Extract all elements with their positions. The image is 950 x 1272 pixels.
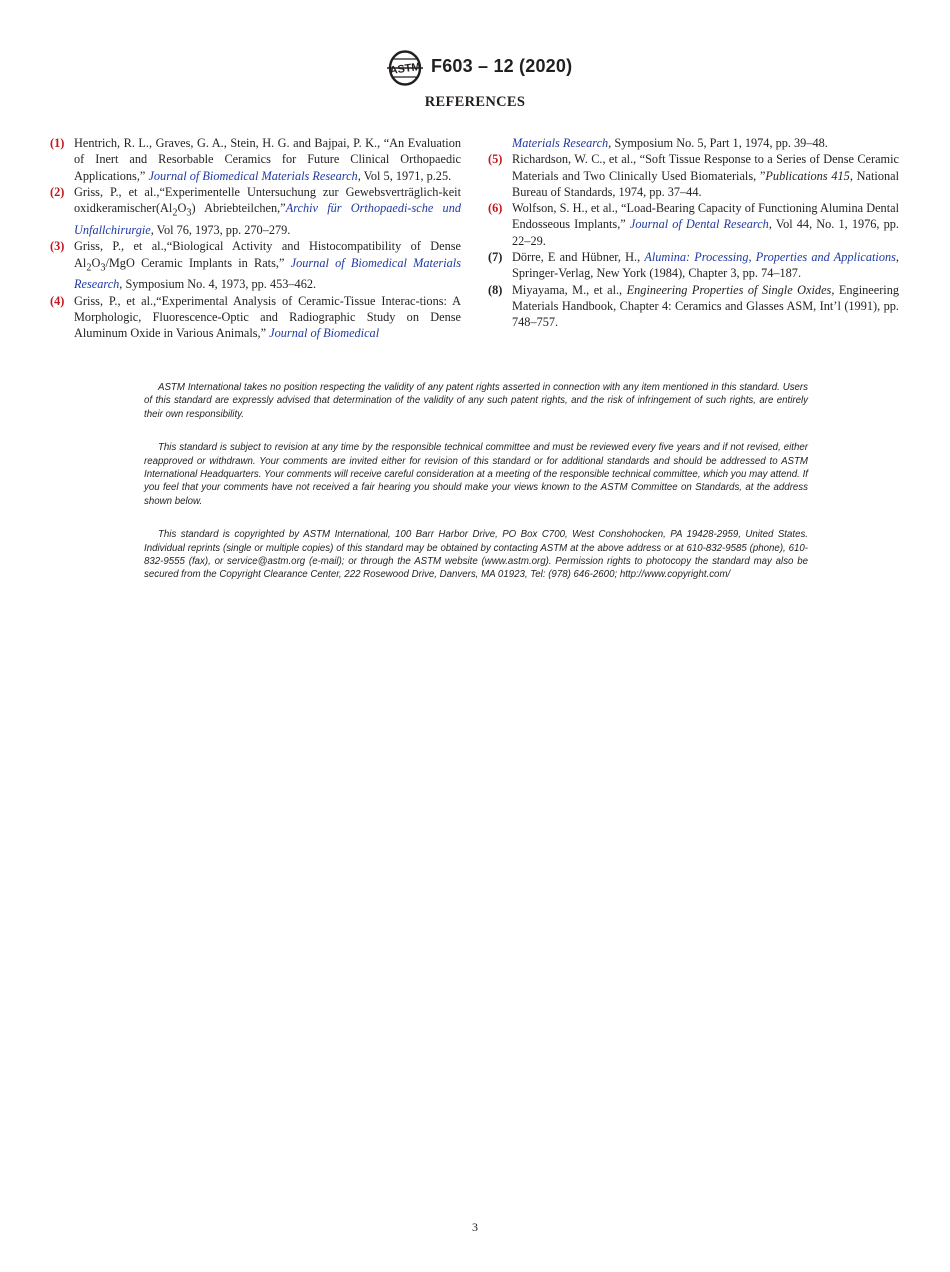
reference-text: , Symposium No. 5, Part 1, 1974, pp. 39–48.: [608, 136, 828, 150]
references-heading: REFERENCES: [424, 94, 526, 110]
publication-title: Publications 415: [765, 168, 850, 183]
reference-text: Hentrich, R. L., Graves, G. A., Stein, H. G. and Bajpai, P. K., “An Evaluation of Inert and Resorbable Ceramics for Future Clinical Orthopaedic Applications,”: [74, 136, 461, 183]
reference-item: [488, 282, 899, 331]
reference-text: , Engineering Materials Handbook, Chapter 4: Ceramics and Glasses ASM, Int’l (1991), pp. 748–757.: [512, 282, 899, 330]
journal-link[interactable]: Journal of Dental Research: [629, 217, 769, 232]
reference-item: [50, 184, 461, 238]
reference-number[interactable]: (2): [50, 184, 65, 199]
copyright-notice: This standard is copyrighted by ASTM International, 100 Barr Harbor Drive, PO Box C700, West Conshohocken, PA 19428-2959, United States. Individual reprints (single or multiple copies) of this standard may be obtained by contacting ASTM at the above address or at 610-832-9585 (phone), 610-832-9555 (fax), or service@astm.org (e-mail); or through the ASTM website (www.astm.org). Permission rights to photocopy the standard may also be secured from the Copyright Clearance Center, 222 Rosewood Drive, Danvers, MA 01923, Tel: (978) 646-2600; http://www.copyright.com/: [144, 529, 808, 581]
reference-number[interactable]: (6): [488, 201, 503, 216]
references-right-column: [488, 135, 899, 331]
reference-text: Griss, P., et al.,“Experimentelle Untersuchung zur Gewebsverträglich-keit oxidkeramischer(Al: [74, 184, 461, 216]
references-left-column: [50, 135, 461, 341]
reference-item: [50, 238, 461, 292]
reference-text: Dörre, E and Hübner, H.,: [512, 250, 645, 265]
journal-link[interactable]: Alumina: Processing, Properties and Applications: [644, 250, 896, 265]
reference-text: , Vol 5, 1971, p.25.: [357, 168, 452, 183]
reference-text: , Symposium No. 4, 1973, pp. 453–462.: [119, 277, 317, 292]
reference-number: (7): [488, 250, 503, 265]
reference-number[interactable]: (3): [50, 239, 65, 254]
publication-title: Engineering Properties of Single Oxides: [626, 282, 832, 297]
subscript: 3: [186, 207, 192, 219]
svg-text:ASTM: ASTM: [388, 60, 422, 78]
reference-text: Wolfson, S. H., et al., “Load-Bearing Capacity of Functioning Alumina Dental Endosseous Implants,”: [512, 201, 899, 232]
reference-continuation: [488, 135, 899, 151]
reference-number[interactable]: (5): [488, 152, 503, 167]
reference-item: [488, 200, 899, 249]
reference-text: , National Bureau of Standards, 1974, pp. 37–44.: [512, 168, 900, 199]
subscript: 2: [86, 261, 92, 273]
reference-text: Griss, P., et al.,“Experimental Analysis of Ceramic-Tissue Interac-tions: A Morphologic, Fluorescence-Optic and Radiographic Study on Dense Aluminum Oxide in Various Animals,”: [74, 293, 461, 341]
journal-link[interactable]: Archiv für Orthopaedi-sche und Unfallchirurgie: [74, 201, 461, 237]
standard-designation: F603 – 12 (2020): [431, 56, 573, 76]
reference-text: Miyayama, M., et al.,: [512, 282, 627, 297]
reference-text: O: [91, 255, 101, 270]
reference-number: (8): [488, 282, 503, 297]
reference-item: [50, 293, 461, 342]
reference-text: Griss, P., et al.,“Biological Activity and Histocompatibility of Dense Al: [74, 239, 461, 270]
journal-link[interactable]: Journal of Biomedical Materials Research: [148, 168, 358, 183]
reference-item: [50, 135, 461, 184]
journal-link[interactable]: Materials Research: [512, 136, 609, 150]
astm-logo-icon: [384, 50, 426, 86]
reference-text: , Vol 44, No. 1, 1976, pp. 22–29.: [512, 217, 899, 248]
patent-notice: ASTM International takes no position respecting the validity of any patent rights asserted in connection with any item mentioned in this standard. Users of this standard are expressly advised that determination of the validity of any such patent rights, and the risk of infringement of such rights, are entirely their own responsibility.: [144, 382, 808, 420]
reference-item: [488, 249, 899, 282]
reference-item: [488, 151, 899, 200]
reference-text: /MgO Ceramic Implants in Rats,”: [105, 255, 291, 270]
journal-link[interactable]: Journal of Biomedical: [269, 326, 380, 341]
revision-notice: This standard is subject to revision at any time by the responsible technical committee and must be reviewed every five years and if not revised, either reapproved or withdrawn. Your comments are invited either for revision of this standard or for additional standards and should be addressed to ASTM International Headquarters. Your comments will receive careful consideration at a meeting of the responsible technical committee, which you may attend. If you feel that your comments have not received a fair hearing you should make your views known to the ASTM Committee on Standards, at the address shown below.: [144, 442, 808, 507]
reference-text: O: [177, 201, 187, 216]
subscript: 2: [172, 207, 178, 219]
journal-link[interactable]: Journal of Biomedical Materials Research: [74, 255, 461, 292]
reference-text: , Vol 76, 1973, pp. 270–279.: [150, 222, 291, 237]
page-number: 3: [472, 1220, 478, 1234]
subscript: 3: [100, 261, 106, 273]
reference-text: Richardson, W. C., et al., “Soft Tissue Response to a Series of Dense Ceramic Materials and Two Clinically Used Biomaterials, ”: [512, 152, 899, 183]
reference-number[interactable]: (1): [50, 136, 65, 150]
reference-text: , Springer-Verlag, New York (1984), Chapter 3, pp. 74–187.: [512, 250, 899, 281]
reference-text: ) Abriebteilchen,”: [191, 201, 286, 216]
document-header: [0, 50, 950, 86]
legal-notices: [144, 381, 808, 602]
reference-number[interactable]: (4): [50, 293, 65, 308]
